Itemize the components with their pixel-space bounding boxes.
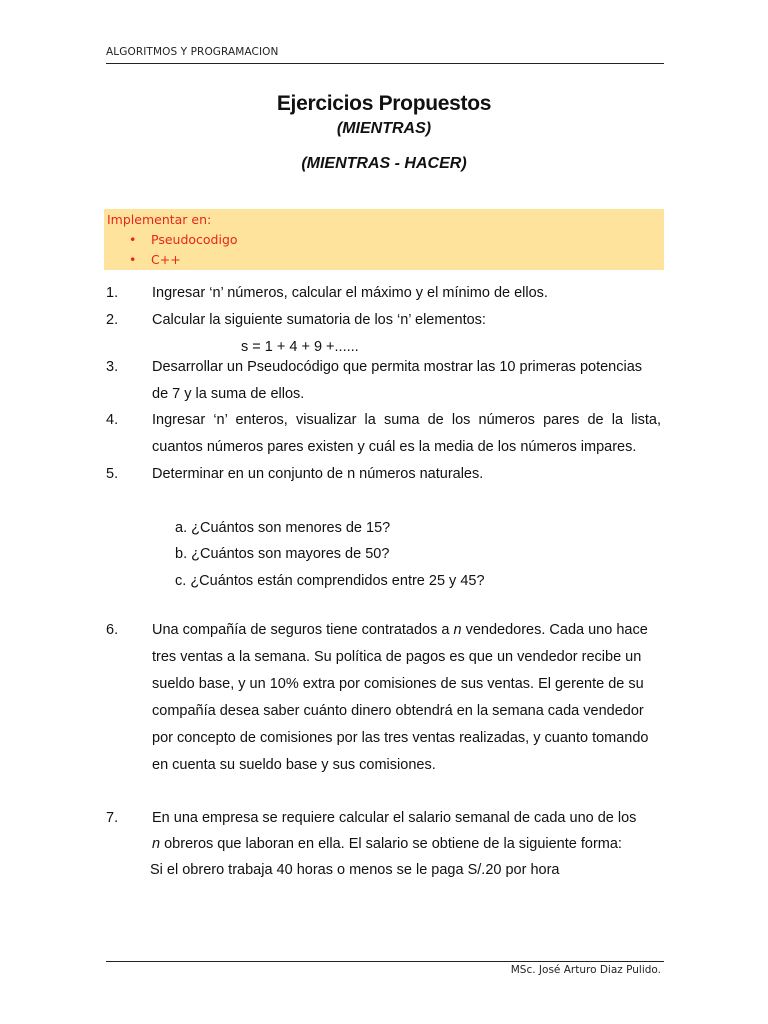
exercise-6-line-4: compañía desea saber cuánto dinero obtendrá en la semana cada vendedor [152, 703, 644, 719]
exercise-5-sub-a [175, 520, 390, 536]
exercise-4-line-1: Ingresar ‘n’ enteros, visualizar la suma de los números pares de la lista, [152, 412, 661, 428]
exercise-5-number: 5. [106, 466, 119, 482]
exercise-3-line-2: de 7 y la suma de ellos. [152, 386, 305, 402]
exercise-7-line-2: n obreros que laboran en ella. El salario se obtiene de la siguiente forma: [152, 836, 622, 852]
exercise-7-line-1: En una empresa se requiere calcular el salario semanal de cada uno de los [152, 810, 637, 826]
subtitle-mientras-hacer: (MIENTRAS - HACER) [301, 155, 467, 172]
exercise-1-number: 1. [106, 285, 119, 301]
exercise-6-line-5: por concepto de comisiones por las tres ventas realizadas, y cuanto tomando [152, 730, 649, 746]
exercise-2-formula: s = 1 + 4 + 9 +...... [241, 339, 359, 355]
exercise-7-line-3: Si el obrero trabaja 40 horas o menos se le paga S/.20 por hora [150, 862, 560, 878]
exercise-6-number: 6. [106, 622, 119, 638]
implement-highlight-box [104, 209, 664, 270]
implement-item-label: C++ [151, 252, 181, 267]
sub-label: c. [175, 573, 187, 589]
exercise-4-line-2: cuantos números pares existen y cuál es la media de los números impares. [152, 439, 637, 455]
exercise-3-number: 3. [106, 359, 119, 375]
implement-item-label: Pseudocodigo [151, 232, 238, 247]
exercise-7-number: 7. [106, 810, 119, 826]
implement-label: Implementar en: [107, 212, 212, 227]
exercise-5-sub-b [175, 546, 389, 562]
exercise-5-text: Determinar en un conjunto de n números naturales. [152, 466, 484, 482]
exercise-3-line-1: Desarrollar un Pseudocódigo que permita mostrar las 10 primeras potencias [152, 359, 643, 375]
exercise-2-text: Calcular la siguiente sumatoria de los ‘n’ elementos: [152, 312, 486, 328]
exercise-4-number: 4. [106, 412, 119, 428]
sub-text: ¿Cuántos son mayores de 50? [191, 546, 390, 562]
sub-text: ¿Cuántos están comprendidos entre 25 y 45? [190, 573, 485, 589]
exercise-2-number: 2. [106, 312, 119, 328]
subtitle-mientras: (MIENTRAS) [336, 120, 432, 137]
exercise-5-sub-c [175, 573, 485, 589]
page-header-course: ALGORITMOS Y PROGRAMACION [106, 46, 279, 58]
exercise-6-line-6: en cuenta su sueldo base y sus comisiones. [152, 757, 436, 773]
footer-rule [106, 961, 664, 962]
header-rule [106, 63, 664, 64]
bullet-icon: • [129, 232, 137, 247]
exercise-6-line-3: sueldo base, y un 10% extra por comisiones de sus ventas. El gerente de su [152, 676, 644, 692]
exercise-6-line-1: Una compañía de seguros tiene contratados a n vendedores. Cada uno hace [152, 622, 648, 638]
implement-item-cpp [129, 252, 181, 267]
implement-item-pseudocodigo [129, 232, 238, 247]
sub-text: ¿Cuántos son menores de 15? [191, 520, 391, 536]
sub-label: a. [175, 520, 188, 536]
page-title: Ejercicios Propuestos [276, 92, 492, 115]
page-footer-author: MSc. José Arturo Diaz Pulido. [510, 964, 661, 976]
exercise-1-text: Ingresar ‘n’ números, calcular el máximo y el mínimo de ellos. [152, 285, 548, 301]
sub-label: b. [175, 546, 188, 562]
exercise-6-line-2: tres ventas a la semana. Su política de pagos es que un vendedor recibe un [152, 649, 642, 665]
bullet-icon: • [129, 252, 137, 267]
